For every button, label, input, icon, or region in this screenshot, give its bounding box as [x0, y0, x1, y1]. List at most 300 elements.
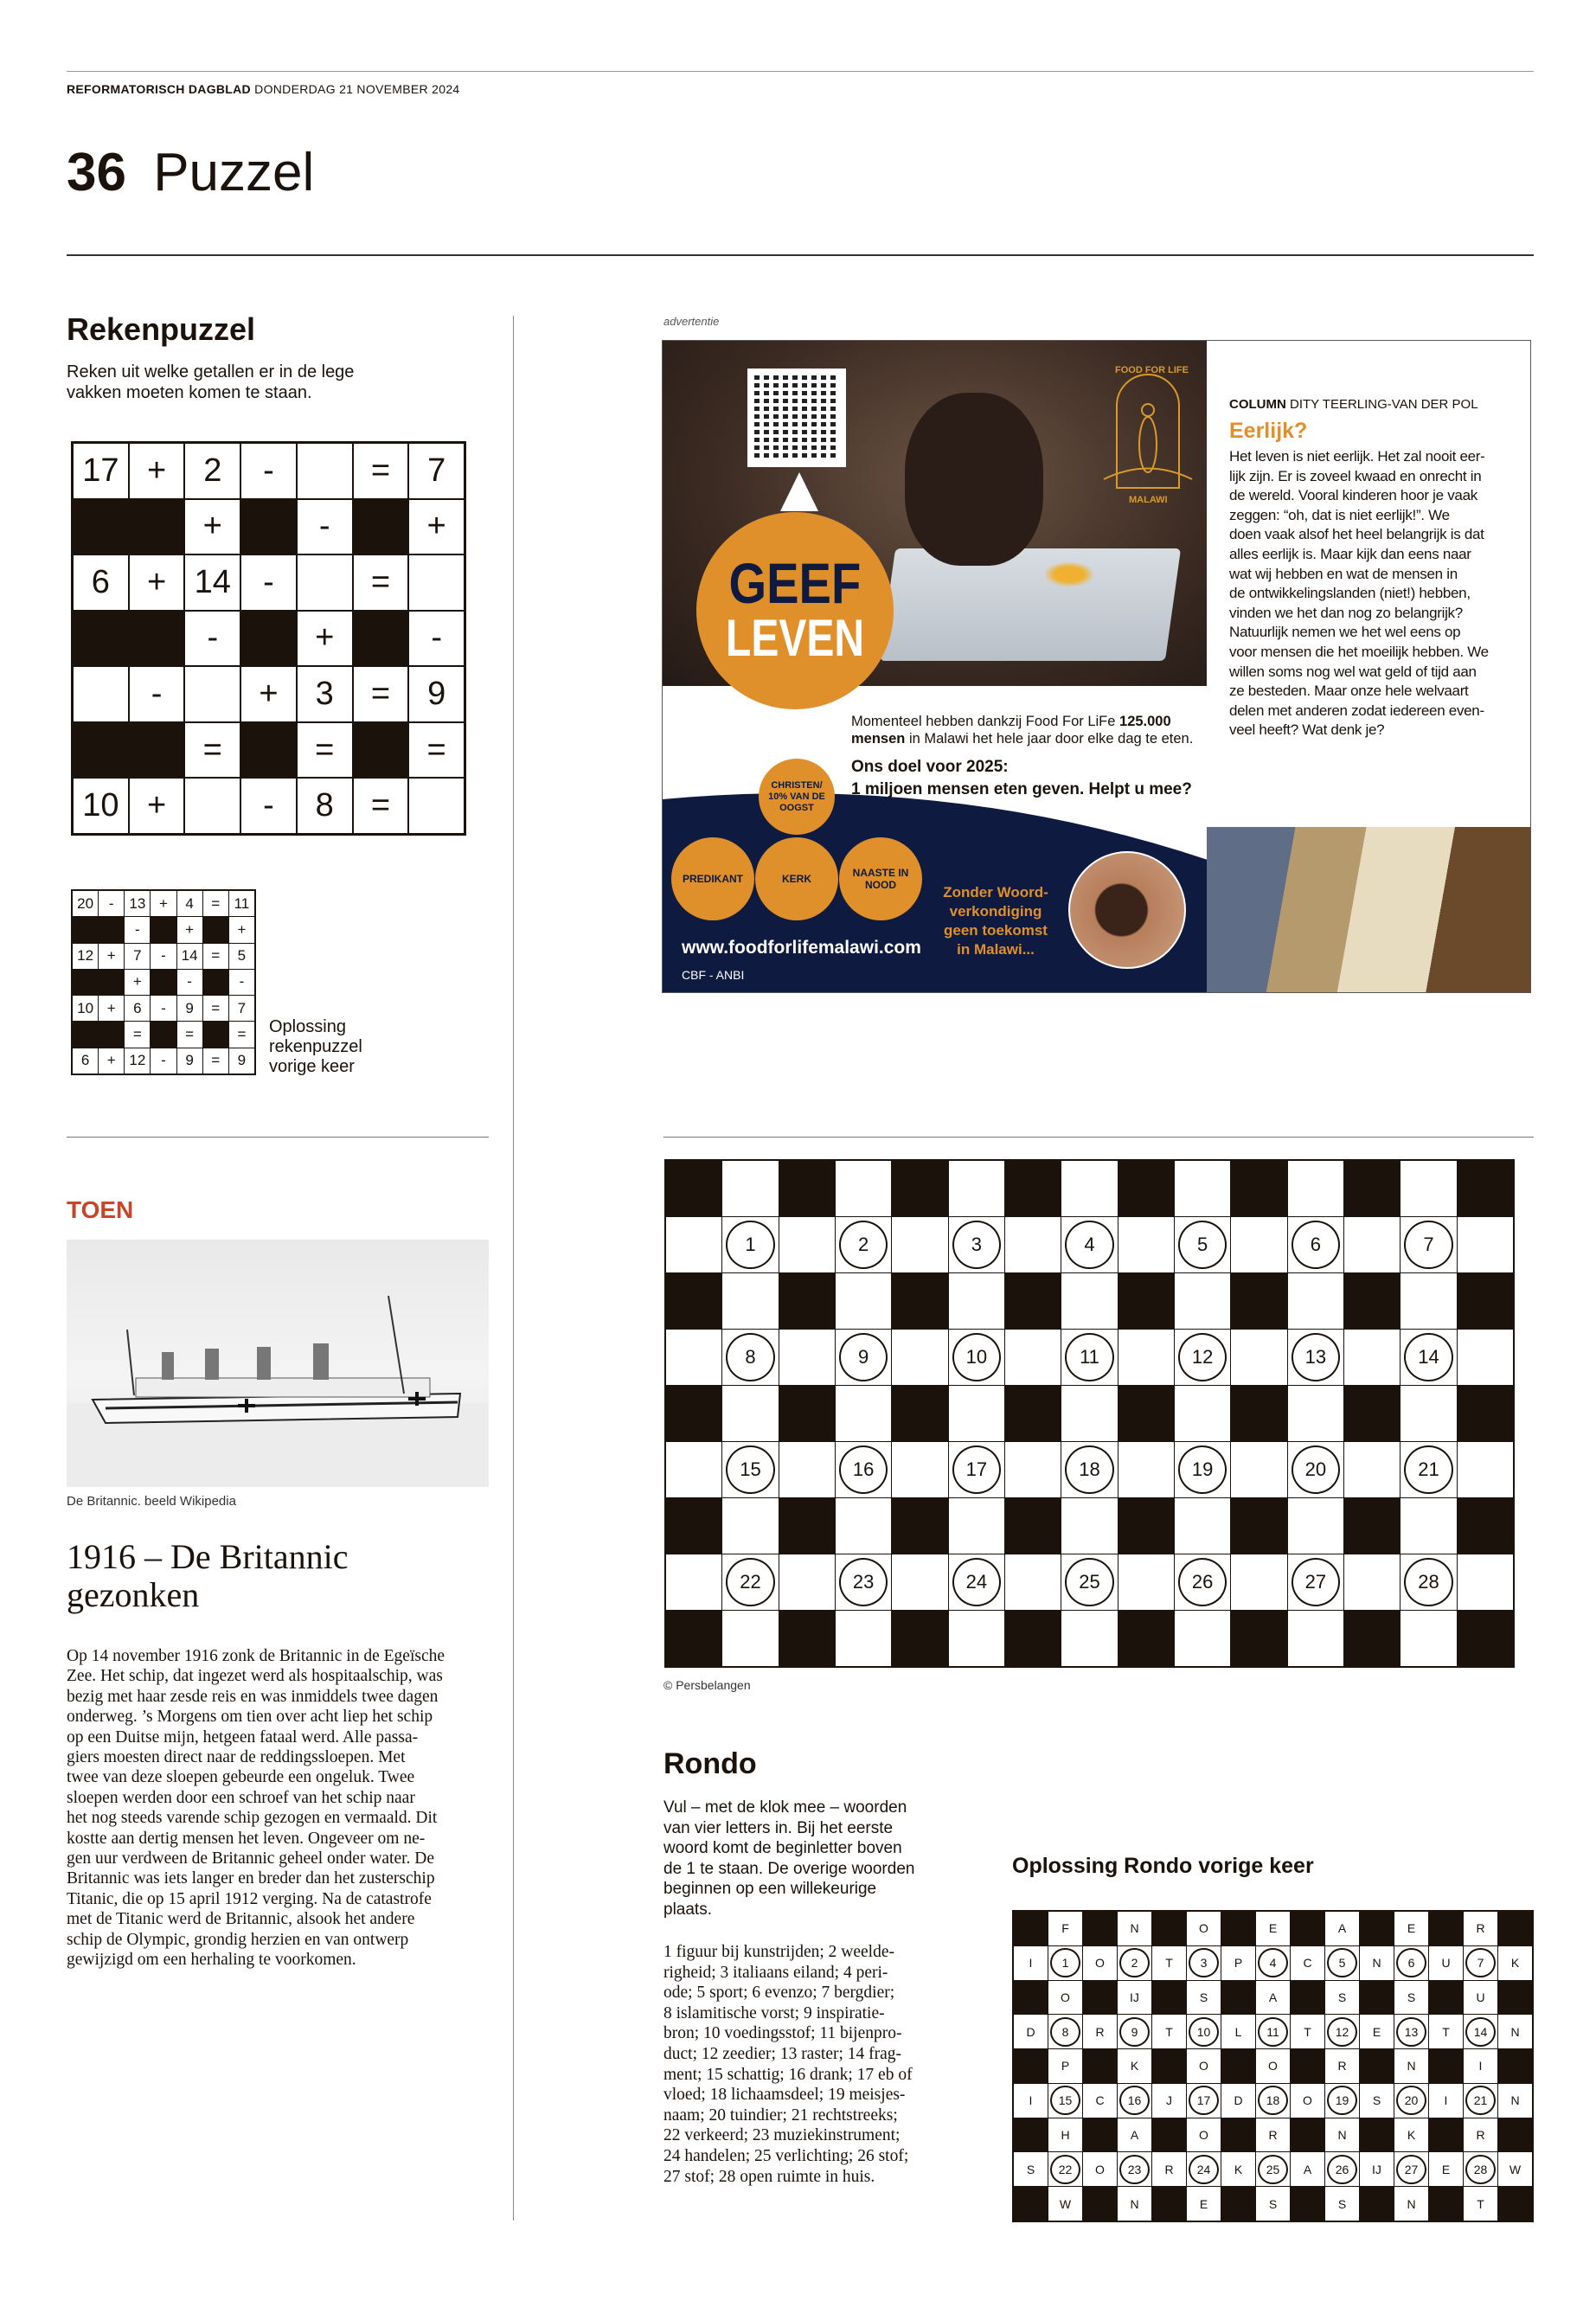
- number-cell: [1187, 1946, 1221, 1980]
- clue-number-circle: 1: [1050, 1948, 1080, 1977]
- clue-number-circle: 28: [1465, 2155, 1495, 2184]
- answer-cell[interactable]: [1061, 1273, 1117, 1329]
- black-cell: [1498, 2187, 1532, 2221]
- answer-cell[interactable]: [1401, 1161, 1456, 1216]
- letter-cell: I: [1014, 1946, 1048, 1980]
- grid-cell: 11: [229, 891, 254, 916]
- answer-cell[interactable]: [836, 1611, 891, 1666]
- clue-number-circle: 10: [952, 1333, 1002, 1381]
- answer-cell[interactable]: [892, 1554, 947, 1610]
- number-cell[interactable]: [1401, 1554, 1456, 1610]
- black-cell: [892, 1386, 947, 1441]
- answer-cell[interactable]: [1175, 1386, 1230, 1441]
- grid-cell: -: [151, 996, 176, 1021]
- black-cell: [892, 1498, 947, 1554]
- text-line: gewijzigd om een herhaling te voorkomen.: [67, 1951, 356, 1970]
- number-cell: [1394, 2152, 1428, 2186]
- black-cell: [1291, 1981, 1324, 2015]
- text-line: Het leven is niet eerlijk. Het zal nooit eer-: [1229, 448, 1485, 465]
- grid-cell: -: [99, 891, 124, 916]
- answer-cell[interactable]: [836, 1161, 891, 1216]
- grid-cell: -: [151, 944, 176, 969]
- text-line: op een Duitse mijn, hetgeen fataal werd. Alle passa-: [67, 1727, 419, 1747]
- grid-cell: +: [99, 944, 124, 969]
- answer-cell[interactable]: [949, 1161, 1004, 1216]
- text-line: Titanic, die op 15 april 1912 verging. Na de catastrofe: [67, 1889, 432, 1908]
- grid-cell: =: [409, 723, 464, 778]
- number-cell[interactable]: [1175, 1330, 1230, 1385]
- column-panel: [1229, 397, 1523, 740]
- text-line: vinden we het dan nog zo belangrijk?: [1229, 604, 1463, 621]
- text-line: gen uur verdween de Britannic geheel onder water. De: [67, 1849, 435, 1868]
- black-cell: [1360, 1912, 1394, 1945]
- grid-cell: 10: [74, 779, 128, 833]
- clue-number-circle: 5: [1178, 1221, 1227, 1269]
- answer-cell[interactable]: [1118, 1330, 1174, 1385]
- answer-cell[interactable]: [1118, 1554, 1174, 1610]
- grid-cell: 12: [73, 944, 98, 969]
- answer-cell[interactable]: [1288, 1161, 1343, 1216]
- clue-number-circle: 4: [1258, 1948, 1287, 1977]
- answer-cell[interactable]: [1401, 1611, 1456, 1666]
- answer-cell[interactable]: [722, 1386, 778, 1441]
- number-cell[interactable]: [1401, 1330, 1456, 1385]
- answer-cell[interactable]: [722, 1273, 778, 1329]
- black-cell: [241, 723, 296, 778]
- answer-cell[interactable]: [666, 1217, 721, 1272]
- clue-number-circle: 11: [1065, 1333, 1114, 1381]
- text-line: Zonder Woord-: [943, 884, 1048, 901]
- number-cell[interactable]: [1288, 1442, 1343, 1497]
- answer-cell[interactable]: [779, 1217, 835, 1272]
- answer-cell[interactable]: [1231, 1442, 1286, 1497]
- clue-number-circle: 12: [1327, 2017, 1356, 2047]
- black-cell: [666, 1498, 721, 1554]
- answer-cell[interactable]: [1288, 1386, 1343, 1441]
- answer-cell[interactable]: [1231, 1554, 1286, 1610]
- answer-cell[interactable]: [949, 1498, 1004, 1554]
- black-cell: [130, 500, 184, 554]
- grid-cell: =: [203, 1048, 228, 1074]
- answer-cell[interactable]: [949, 1273, 1004, 1329]
- clue-number-circle: 19: [1178, 1445, 1227, 1494]
- grid-cell: -: [241, 779, 296, 833]
- grid-cell: =: [298, 723, 352, 778]
- grid-cell: 9: [177, 996, 202, 1021]
- clue-number-circle: 3: [952, 1221, 1002, 1269]
- answer-cell[interactable]: [1005, 1330, 1061, 1385]
- number-cell: [1256, 1946, 1290, 1980]
- text-line: plaats.: [663, 1900, 712, 1919]
- letter-cell: C: [1291, 1946, 1324, 1980]
- clue-number-circle: 17: [1189, 2086, 1218, 2115]
- black-cell: [74, 500, 128, 554]
- answer-cell[interactable]: [1061, 1386, 1117, 1441]
- text-line: 24 handelen; 25 verlichting; 26 stof;: [663, 2146, 909, 2165]
- clue-number-circle: 23: [839, 1558, 888, 1606]
- text-line: 8 islamitische vorst; 9 inspiratie-: [663, 2003, 885, 2022]
- text-line: het nog steeds varende schip gezogen en vermaald. Dit: [67, 1809, 438, 1828]
- grid-cell: -: [229, 970, 254, 995]
- text-line: lijk zijn. Er is zoveel kwaad en onrecht in: [1229, 467, 1482, 484]
- number-cell[interactable]: [949, 1442, 1004, 1497]
- number-cell[interactable]: [1061, 1330, 1117, 1385]
- clue-number-circle: 27: [1292, 1558, 1341, 1606]
- number-cell[interactable]: [1061, 1554, 1117, 1610]
- top-rule: [67, 71, 1534, 72]
- black-cell: [74, 612, 128, 666]
- text-line: wat wij hebben en wat de mensen in: [1229, 565, 1458, 582]
- answer-cell[interactable]: [1118, 1442, 1174, 1497]
- section-name: Puzzel: [153, 143, 315, 202]
- column-divider: [513, 316, 514, 2221]
- answer-cell[interactable]: [1288, 1498, 1343, 1554]
- black-cell: [892, 1611, 947, 1666]
- grid-cell: +: [409, 500, 464, 554]
- black-cell: [1291, 1912, 1324, 1945]
- black-cell: [1291, 2118, 1324, 2152]
- number-cell[interactable]: [1288, 1330, 1343, 1385]
- letter-cell: R: [1256, 2118, 1290, 2152]
- clue-number-circle: 6: [1292, 1221, 1341, 1269]
- number-cell[interactable]: [722, 1217, 778, 1272]
- answer-cell[interactable]: [1005, 1217, 1061, 1272]
- black-cell: [74, 723, 128, 778]
- number-cell: [1048, 2152, 1082, 2186]
- black-cell: [1014, 2118, 1048, 2152]
- number-cell[interactable]: [1401, 1217, 1456, 1272]
- grid-cell: +: [298, 612, 352, 666]
- black-cell: [354, 612, 408, 666]
- answer-cell[interactable]: [892, 1330, 947, 1385]
- answer-cell[interactable]: [1344, 1554, 1400, 1610]
- child-photo: [1068, 851, 1186, 969]
- answer-cell[interactable]: [1288, 1611, 1343, 1666]
- number-cell[interactable]: [949, 1217, 1004, 1272]
- text-line: Britannic was iets langer en breder dan het zusterschip: [67, 1869, 435, 1888]
- text-line: zeggen: “oh, dat is niet eerlijk!”. We: [1229, 506, 1450, 523]
- grid-cell: =: [203, 891, 228, 916]
- number-cell[interactable]: [1288, 1217, 1343, 1272]
- answer-cell[interactable]: [1061, 1161, 1117, 1216]
- black-cell: [666, 1161, 721, 1216]
- text-line: 1916 – De Britannic: [67, 1537, 349, 1576]
- answer-cell[interactable]: [722, 1161, 778, 1216]
- black-cell: [130, 723, 184, 778]
- text-line: sloepen werden door een schroef van het schip naar: [67, 1788, 415, 1807]
- black-cell: [1152, 2187, 1186, 2221]
- number-cell: [1118, 2084, 1151, 2118]
- letter-cell: N: [1325, 2118, 1359, 2152]
- text-line: 22 verkeerd; 23 muziekinstrument;: [663, 2126, 901, 2145]
- grid-cell: 5: [229, 944, 254, 969]
- answer-cell[interactable]: [1401, 1273, 1456, 1329]
- intro-count: 125.000: [1119, 714, 1171, 729]
- answer-cell[interactable]: [1231, 1217, 1286, 1272]
- clue-number-circle: 4: [1065, 1221, 1114, 1269]
- number-cell: [1325, 2084, 1359, 2118]
- letter-cell: E: [1360, 2015, 1394, 2048]
- black-cell: [203, 1022, 228, 1047]
- clue-number-circle: 9: [1119, 2017, 1149, 2047]
- number-cell: [1187, 2015, 1221, 2048]
- black-cell: [779, 1498, 835, 1554]
- grid-cell: 12: [125, 1048, 150, 1074]
- grid-cell: -: [130, 667, 184, 721]
- empty-answer-cell[interactable]: [298, 444, 352, 498]
- slogan-top: GEEF: [728, 551, 862, 615]
- letter-cell: E: [1256, 1912, 1290, 1945]
- answer-cell[interactable]: [836, 1498, 891, 1554]
- number-cell[interactable]: [722, 1442, 778, 1497]
- masthead: [67, 82, 460, 96]
- number-cell[interactable]: [1288, 1554, 1343, 1610]
- grid-cell: 20: [73, 891, 98, 916]
- number-cell: [1118, 2015, 1151, 2048]
- number-cell: [1394, 2084, 1428, 2118]
- letter-cell: U: [1429, 1946, 1463, 1980]
- answer-cell[interactable]: [1175, 1611, 1230, 1666]
- clue-number-circle: 20: [1292, 1445, 1341, 1494]
- letter-cell: T: [1152, 2015, 1186, 2048]
- black-cell: [1458, 1161, 1513, 1216]
- answer-cell[interactable]: [949, 1386, 1004, 1441]
- text-line: Natuurlijk nemen we het wel eens op: [1229, 624, 1461, 641]
- answer-cell[interactable]: [1061, 1611, 1117, 1666]
- answer-cell[interactable]: [1458, 1330, 1513, 1385]
- text-line: kostte aan dertig mensen het leven. Ongeveer om ne-: [67, 1829, 426, 1848]
- goal-heading: Ons doel voor 2025:: [851, 758, 1009, 776]
- letter-cell: S: [1325, 2187, 1359, 2221]
- answer-cell[interactable]: [1175, 1161, 1230, 1216]
- answer-cell[interactable]: [722, 1611, 778, 1666]
- black-cell: [1014, 1912, 1048, 1945]
- answer-cell[interactable]: [1175, 1498, 1230, 1554]
- black-cell: [1344, 1273, 1400, 1329]
- black-cell: [892, 1161, 947, 1216]
- black-cell: [1429, 1912, 1463, 1945]
- grid-cell: 7: [229, 996, 254, 1021]
- advert-intro: [851, 713, 1215, 747]
- answer-cell[interactable]: [779, 1554, 835, 1610]
- clue-number-circle: 18: [1258, 2086, 1287, 2115]
- black-cell: [1291, 2187, 1324, 2221]
- paper-name: REFORMATORISCH DAGBLAD: [67, 82, 251, 96]
- letter-cell: D: [1014, 2015, 1048, 2048]
- text-line: bezig met haar zesde reis en was inmiddels twee dagen: [67, 1687, 439, 1706]
- toen-body: [67, 1646, 445, 1971]
- number-cell[interactable]: [836, 1217, 891, 1272]
- text-line: Vul – met de klok mee – woorden: [663, 1798, 907, 1817]
- black-cell: [1429, 1981, 1463, 2015]
- grid-cell: 9: [177, 1048, 202, 1074]
- website-link[interactable]: www.foodforlifemalawi.com: [682, 938, 921, 958]
- black-cell: [1005, 1386, 1061, 1441]
- grid-cell: +: [177, 917, 202, 942]
- number-cell[interactable]: [722, 1554, 778, 1610]
- grid-cell: +: [229, 917, 254, 942]
- number-cell[interactable]: [722, 1330, 778, 1385]
- answer-cell[interactable]: [666, 1554, 721, 1610]
- toen-headline: [67, 1538, 349, 1614]
- rekenpuzzel-solution-grid: [71, 889, 256, 1075]
- number-cell[interactable]: [1175, 1217, 1230, 1272]
- letter-cell: S: [1325, 1981, 1359, 2015]
- answer-cell[interactable]: [1231, 1330, 1286, 1385]
- letter-cell: O: [1256, 2049, 1290, 2083]
- number-cell[interactable]: [1175, 1554, 1230, 1610]
- answer-cell[interactable]: [1005, 1554, 1061, 1610]
- letter-cell: N: [1394, 2049, 1428, 2083]
- clue-number-circle: 5: [1327, 1948, 1356, 1977]
- number-cell: [1048, 2015, 1082, 2048]
- empty-answer-cell[interactable]: [298, 555, 352, 610]
- logo-text-top: FOOD FOR LIFE: [1115, 365, 1189, 375]
- grid-cell: =: [354, 779, 408, 833]
- black-cell: [99, 917, 124, 942]
- rondo-clues: [663, 1942, 913, 2187]
- black-cell: [1498, 1912, 1532, 1945]
- black-cell: [151, 917, 176, 942]
- answer-cell[interactable]: [1401, 1498, 1456, 1554]
- empty-answer-cell[interactable]: [409, 779, 464, 833]
- photo-caption: De Britannic. beeld Wikipedia: [67, 1494, 236, 1509]
- answer-cell[interactable]: [779, 1442, 835, 1497]
- text-line: de wereld. Vooral kinderen hoor je vaak: [1229, 487, 1477, 504]
- letter-cell: H: [1048, 2118, 1082, 2152]
- text-line: twee van deze sloepen gebeurde een ongeluk. Twee: [67, 1768, 415, 1787]
- column-label: COLUMN: [1229, 397, 1286, 412]
- rondo-description: [663, 1798, 914, 1920]
- number-cell[interactable]: [836, 1554, 891, 1610]
- answer-cell[interactable]: [892, 1442, 947, 1497]
- rondo-grid: [664, 1159, 1515, 1668]
- goal-text: 1 miljoen mensen eten geven. Helpt u mee?: [851, 780, 1192, 798]
- letter-cell: R: [1325, 2049, 1359, 2083]
- answer-cell[interactable]: [1458, 1554, 1513, 1610]
- black-cell: [1344, 1161, 1400, 1216]
- empty-answer-cell[interactable]: [409, 555, 464, 610]
- grid-cell: 6: [125, 996, 150, 1021]
- answer-cell[interactable]: [1458, 1442, 1513, 1497]
- letter-cell: S: [1187, 1981, 1221, 2015]
- answer-cell[interactable]: [1175, 1273, 1230, 1329]
- letter-cell: N: [1498, 2084, 1532, 2118]
- letter-cell: O: [1048, 1981, 1082, 2015]
- black-cell: [241, 612, 296, 666]
- black-cell: [73, 1022, 98, 1047]
- number-cell[interactable]: [949, 1330, 1004, 1385]
- number-cell[interactable]: [1061, 1217, 1117, 1272]
- logo-text-bottom: MALAWI: [1129, 495, 1168, 505]
- number-cell[interactable]: [836, 1330, 891, 1385]
- grid-cell: -: [241, 444, 296, 498]
- answer-cell[interactable]: [1344, 1330, 1400, 1385]
- letter-cell: N: [1118, 1912, 1151, 1945]
- number-cell: [1118, 1946, 1151, 1980]
- circle-predikant: PREDIKANT: [671, 837, 754, 920]
- grid-cell: -: [241, 555, 296, 610]
- black-cell: [1118, 1498, 1174, 1554]
- answer-cell[interactable]: [836, 1386, 891, 1441]
- letter-cell: W: [1498, 2152, 1532, 2186]
- number-cell[interactable]: [949, 1554, 1004, 1610]
- black-cell: [1118, 1611, 1174, 1666]
- grid-cell: 2: [185, 444, 240, 498]
- answer-cell[interactable]: [722, 1498, 778, 1554]
- answer-cell[interactable]: [1344, 1442, 1400, 1497]
- number-cell[interactable]: [836, 1442, 891, 1497]
- advert-tagline: [939, 883, 1052, 959]
- empty-answer-cell[interactable]: [185, 779, 240, 833]
- letter-cell: T: [1152, 1946, 1186, 1980]
- grid-cell: 4: [177, 891, 202, 916]
- rondo-solution-grid: [1012, 1910, 1534, 2222]
- answer-cell[interactable]: [1344, 1217, 1400, 1272]
- answer-cell[interactable]: [836, 1273, 891, 1329]
- page-number: 36: [67, 143, 126, 202]
- answer-cell[interactable]: [779, 1330, 835, 1385]
- clue-number-circle: 3: [1189, 1948, 1218, 1977]
- britannic-photo: [67, 1240, 489, 1487]
- advert-goal: [851, 756, 1192, 801]
- black-cell: [1118, 1386, 1174, 1441]
- text-line: righeid; 3 italiaans eiland; 4 peri-: [663, 1963, 888, 1982]
- number-cell: [1118, 2152, 1151, 2186]
- black-cell: [73, 970, 98, 995]
- answer-cell[interactable]: [1005, 1442, 1061, 1497]
- letter-cell: R: [1464, 2118, 1497, 2152]
- answer-cell[interactable]: [1458, 1217, 1513, 1272]
- number-cell: [1394, 1946, 1428, 1980]
- empty-answer-cell[interactable]: [185, 667, 240, 721]
- grid-cell: 3: [298, 667, 352, 721]
- empty-answer-cell[interactable]: [74, 667, 128, 721]
- answer-cell[interactable]: [666, 1330, 721, 1385]
- black-cell: [1458, 1273, 1513, 1329]
- clue-number-circle: 15: [726, 1445, 775, 1494]
- grid-cell: -: [185, 612, 240, 666]
- number-cell: [1187, 2152, 1221, 2186]
- rondo-solution-title: Oplossing Rondo vorige keer: [1012, 1854, 1314, 1878]
- black-cell: [130, 612, 184, 666]
- number-cell[interactable]: [1401, 1442, 1456, 1497]
- number-cell[interactable]: [1061, 1442, 1117, 1497]
- clue-number-circle: 2: [1119, 1948, 1149, 1977]
- clue-number-circle: 25: [1065, 1558, 1114, 1606]
- answer-cell[interactable]: [949, 1611, 1004, 1666]
- answer-cell[interactable]: [666, 1442, 721, 1497]
- black-cell: [151, 970, 176, 995]
- text-line: in Malawi...: [957, 941, 1035, 958]
- grid-cell: +: [185, 500, 240, 554]
- black-cell: [1005, 1161, 1061, 1216]
- answer-cell[interactable]: [1401, 1386, 1456, 1441]
- answer-cell[interactable]: [1288, 1273, 1343, 1329]
- black-cell: [1458, 1498, 1513, 1554]
- column-title: Eerlijk?: [1229, 419, 1308, 443]
- text-line: alles eerlijk is. Maar kijk dan eens naar: [1229, 545, 1471, 562]
- corn-photo: [1207, 827, 1531, 993]
- number-cell[interactable]: [1175, 1442, 1230, 1497]
- clue-number-circle: 22: [726, 1558, 775, 1606]
- advert[interactable]: [662, 340, 1531, 993]
- answer-cell[interactable]: [1061, 1498, 1117, 1554]
- number-cell: [1464, 2084, 1497, 2118]
- black-cell: [1083, 1912, 1117, 1945]
- answer-cell[interactable]: [1118, 1217, 1174, 1272]
- answer-cell[interactable]: [892, 1217, 947, 1272]
